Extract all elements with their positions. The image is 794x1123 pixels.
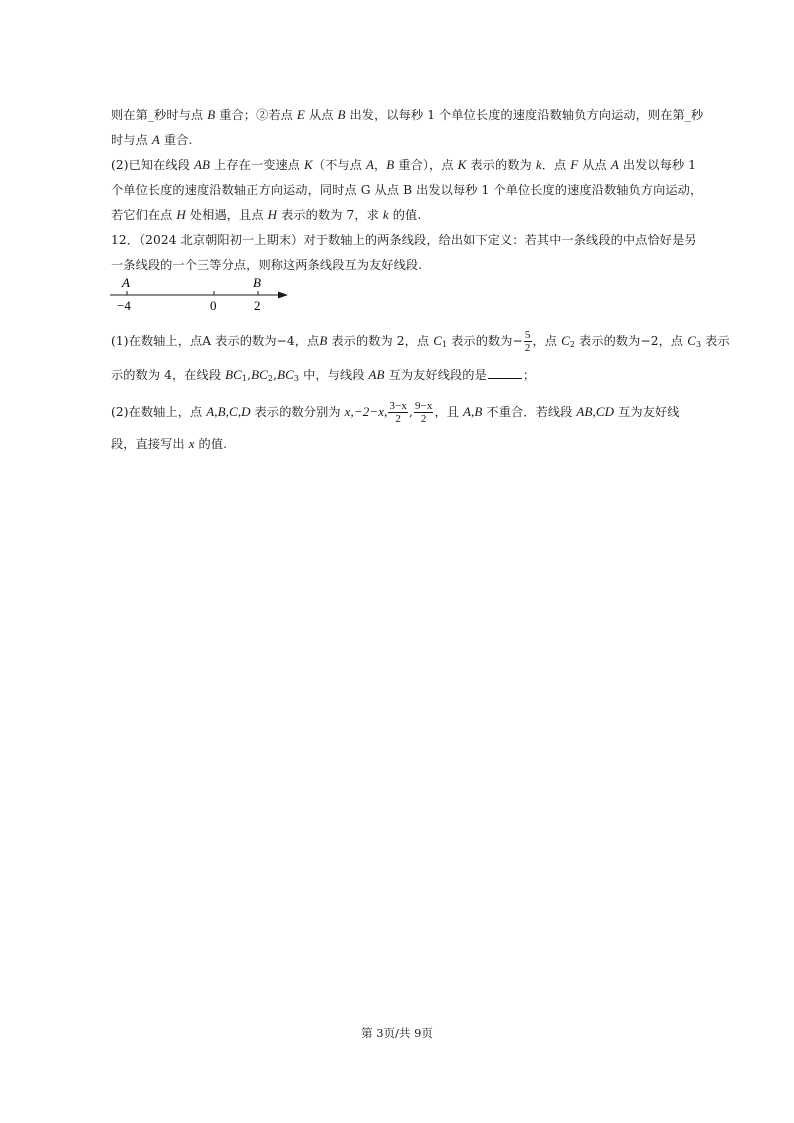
text: 的值. bbox=[194, 437, 228, 451]
label-B: B bbox=[253, 275, 261, 290]
var-B: B bbox=[207, 107, 216, 122]
text: 表示 bbox=[701, 334, 730, 348]
text: 互为友好线 bbox=[614, 405, 680, 419]
var-k: k bbox=[382, 207, 389, 222]
label-A: A bbox=[122, 275, 130, 290]
text: 12．（2024 北京朝阳初一上期末）对于数轴上的两条线段，给出如下定义：若其中一条线段的中点恰好是另 bbox=[111, 233, 697, 247]
frac-denominator: 2 bbox=[395, 413, 401, 425]
answer-blank[interactable] bbox=[488, 366, 522, 379]
fraction-3-x-2 bbox=[388, 400, 408, 425]
frac-denominator: 2 bbox=[420, 413, 427, 425]
text-line-4 bbox=[111, 182, 702, 198]
var-A: A bbox=[365, 157, 374, 172]
text-line-1 bbox=[111, 107, 703, 123]
text: , bbox=[408, 405, 413, 419]
expr-x: x,−2−x, bbox=[344, 404, 388, 419]
text: 不重合．若线段 bbox=[482, 405, 577, 419]
text: 处相遇，且点 bbox=[185, 208, 268, 222]
text: 重合），点 bbox=[394, 158, 458, 172]
subscript: 2 bbox=[569, 340, 576, 349]
var-A: A bbox=[151, 132, 160, 147]
text-line-11 bbox=[111, 436, 227, 452]
var-AB-CD: AB,CD bbox=[576, 404, 615, 419]
text: ； bbox=[522, 368, 536, 382]
text: , bbox=[247, 368, 252, 382]
tick-label-2: 2 bbox=[254, 298, 261, 313]
text: 个单位长度的速度沿数轴正方向运动，同时点 G 从点 B 出发以每秒 1 个单位长度的速度沿数轴负方向运动， bbox=[111, 183, 703, 197]
var-C1: C bbox=[433, 333, 442, 348]
text: ．点 bbox=[541, 158, 571, 172]
text: 出发以每秒 1 bbox=[618, 158, 697, 172]
text: 出发，以每秒 1 个单位长度的速度沿数轴负方向运动，则在第_秒 bbox=[345, 108, 704, 122]
text: ， bbox=[374, 158, 387, 172]
text: 从点 bbox=[578, 158, 611, 172]
var-AB: AB bbox=[368, 367, 385, 382]
text: （不与点 bbox=[312, 158, 366, 172]
var-k: k bbox=[535, 157, 542, 172]
subscript: 1 bbox=[241, 374, 248, 383]
var-BC1: BC bbox=[225, 367, 242, 382]
var-B: B bbox=[319, 333, 328, 348]
sub-question-2 bbox=[111, 400, 680, 425]
text-line-2 bbox=[111, 132, 192, 148]
text: 上存在一变速点 bbox=[210, 158, 305, 172]
frac-numerator: 9−x bbox=[414, 400, 433, 412]
text: 的值. bbox=[388, 208, 422, 222]
text: 一条线段的一个三等分点，则称这两条线段互为友好线段. bbox=[111, 258, 423, 272]
tick-label-neg4: −4 bbox=[117, 298, 131, 313]
text: (2)在数轴上，点 bbox=[111, 405, 207, 419]
subscript: 3 bbox=[695, 340, 702, 349]
text: 表示的数为 2，点 bbox=[327, 334, 434, 348]
frac-denominator: 2 bbox=[524, 342, 531, 354]
text: 中，与线段 bbox=[299, 368, 369, 382]
text: 重合；②若点 bbox=[215, 108, 297, 122]
var-B: B bbox=[386, 157, 395, 172]
tick-label-0: 0 bbox=[210, 298, 217, 313]
text: (2)已知在线段 bbox=[111, 158, 194, 172]
text: 时与点 bbox=[111, 133, 152, 147]
number-line-diagram bbox=[108, 272, 293, 318]
text-line-7 bbox=[111, 257, 422, 273]
var-H: H bbox=[176, 207, 186, 222]
page-number-footer: 第 3页/共 9页 bbox=[361, 1026, 433, 1040]
subscript: 2 bbox=[267, 374, 274, 383]
var-C2: C bbox=[561, 333, 570, 348]
text-line-3 bbox=[111, 157, 696, 173]
var-BC3: BC bbox=[277, 367, 294, 382]
sub-question-1 bbox=[111, 329, 730, 354]
fraction-5-2 bbox=[524, 329, 532, 354]
text: 重合. bbox=[159, 133, 193, 147]
text: 从点 bbox=[304, 108, 338, 122]
text: 示的数为 4，在线段 bbox=[111, 368, 226, 382]
var-AB: A,B bbox=[463, 404, 483, 419]
subscript: 3 bbox=[293, 374, 300, 383]
text: 互为友好线段的是 bbox=[384, 368, 487, 382]
fraction-9-x-2 bbox=[414, 400, 434, 425]
frac-numerator: 5 bbox=[524, 329, 531, 341]
var-A: A bbox=[610, 157, 619, 172]
subscript: 1 bbox=[441, 340, 448, 349]
text: 表示的数为 7，求 bbox=[277, 208, 383, 222]
text: 表示的数为 bbox=[466, 158, 536, 172]
var-C3: C bbox=[687, 333, 696, 348]
frac-numerator: 3−x bbox=[389, 400, 407, 412]
text: ，且 bbox=[434, 405, 464, 419]
text: , bbox=[273, 368, 278, 382]
var-ABCD: A,B,C,D bbox=[206, 404, 251, 419]
var-x: x bbox=[188, 436, 195, 451]
var-F: F bbox=[570, 157, 579, 172]
var-K: K bbox=[457, 157, 467, 172]
var-AB: AB bbox=[193, 157, 211, 172]
text: 段，直接写出 bbox=[111, 437, 189, 451]
text: ，点 bbox=[532, 334, 562, 348]
text: 表示的数分别为 bbox=[250, 405, 345, 419]
var-B: B bbox=[337, 107, 346, 122]
var-K: K bbox=[304, 157, 313, 172]
text: 表示的数为− bbox=[447, 334, 523, 348]
text: 则在第_秒时与点 bbox=[111, 108, 208, 122]
text: (1)在数轴上，点A 表示的数为−4，点 bbox=[111, 334, 320, 348]
var-BC2: BC bbox=[251, 367, 268, 382]
text: 若它们在点 bbox=[111, 208, 177, 222]
var-H: H bbox=[267, 207, 278, 222]
text-line-5 bbox=[111, 207, 421, 223]
text-line-9 bbox=[111, 366, 535, 387]
text: 表示的数为−2，点 bbox=[575, 334, 688, 348]
arrow-right-icon bbox=[278, 292, 288, 299]
var-E: E bbox=[296, 107, 305, 122]
question-12-header bbox=[111, 232, 697, 248]
